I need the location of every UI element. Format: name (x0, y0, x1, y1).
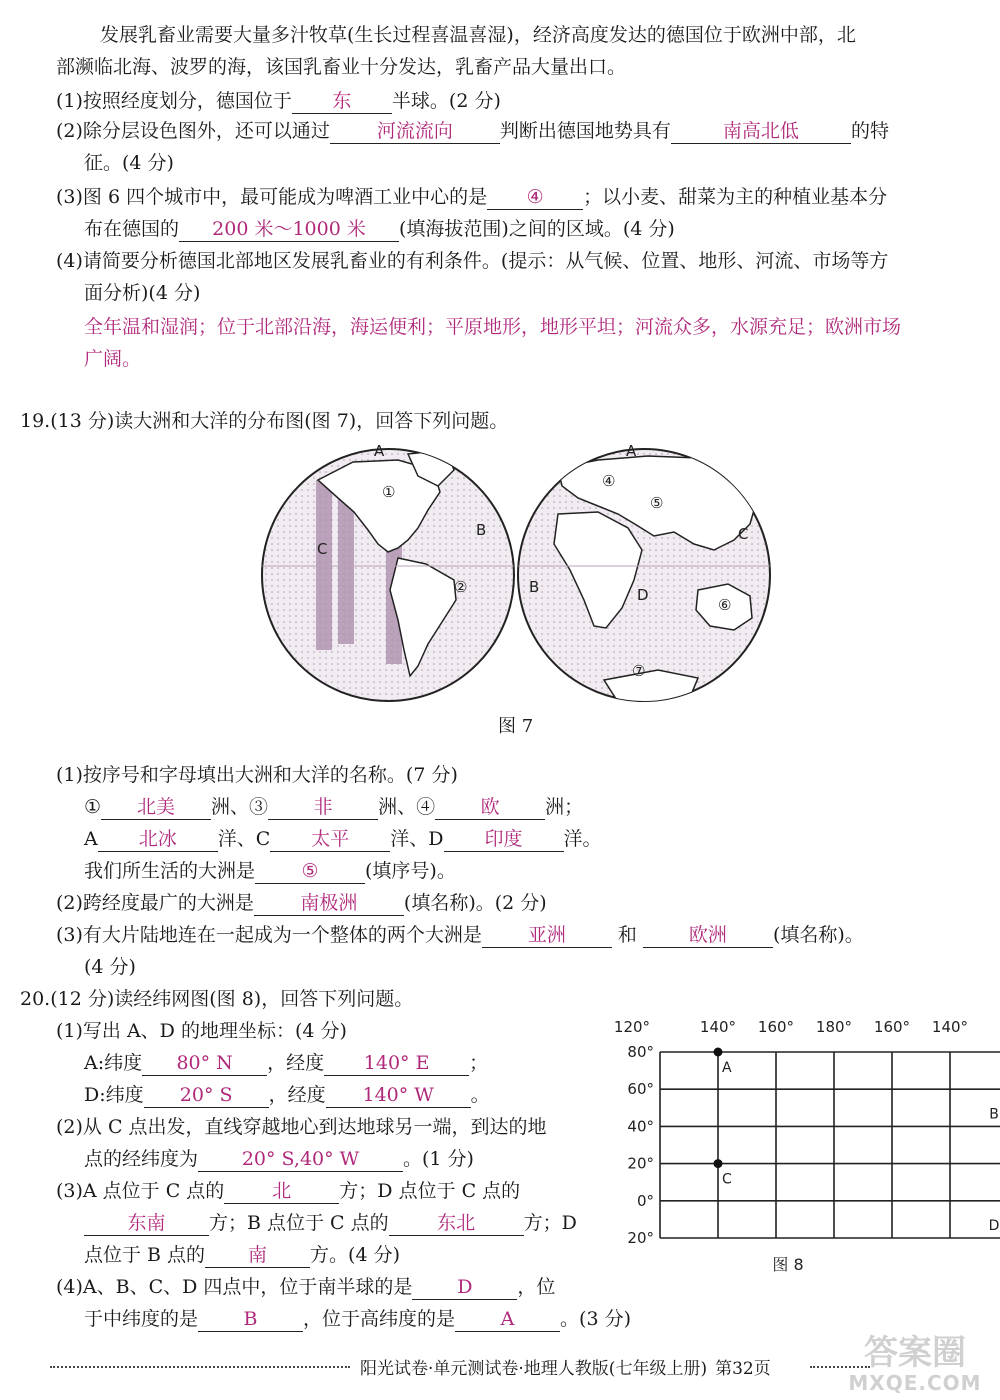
q20-part3-answer4: 南 (205, 1243, 310, 1268)
q19-part3-mid: 和 (617, 924, 637, 946)
q20-part3-mid2: 方；B 点位于 C 点的 (209, 1212, 389, 1234)
q20-part2-answer: 20° S,40° W (198, 1147, 403, 1172)
q20-part3-answer2: 东南 (84, 1211, 209, 1236)
latitude-label: 40° (627, 1117, 654, 1136)
q19-part3-tail: (填名称)。 (772, 924, 864, 946)
q18-part4-answer-line2: 广阔。 (84, 348, 142, 370)
footer-dotted-rule-left (50, 1366, 350, 1368)
q20-A-longitude: 140° E (324, 1051, 469, 1076)
ocean-label-C-east: C (738, 525, 749, 543)
q20-part4-answer2: B (198, 1307, 303, 1332)
q20-A-end: ； (469, 1052, 489, 1074)
q19-answer-home-continent: ⑤ (255, 859, 365, 884)
q20-part4-line2-text: 于中纬度的是 (84, 1308, 199, 1330)
q19-part1-row2 (84, 826, 602, 852)
longitude-label: 180° (815, 1018, 853, 1036)
q20-D-longitude: 140° W (326, 1083, 471, 1108)
q20-part4-tail1: ，位 (517, 1276, 556, 1298)
longitude-label: 140° (931, 1018, 969, 1036)
q20-D-end: 。 (470, 1084, 490, 1106)
q19-part1: (1)按序号和字母填出大洲和大洋的名称。(7 分) (56, 764, 458, 786)
eastern-hemisphere (518, 442, 770, 702)
q19-part2-tail: (填名称)。(2 分) (403, 892, 547, 914)
watermark-logo (840, 1333, 990, 1396)
latitude-label: 20° (627, 1229, 654, 1247)
q20-part2-tail: 。(1 分) (403, 1148, 474, 1170)
q18-part3-text: (3)图 6 四个城市中，最可能成为啤酒工业中心的是 (56, 186, 488, 208)
continent-label-7: ⑦ (632, 662, 646, 680)
grid-point-C (714, 1159, 723, 1168)
latitude-label: 20° (627, 1154, 654, 1173)
q19-part3-line2: (4 分) (84, 956, 136, 978)
q18-part2-tail: 的特 (850, 120, 889, 142)
q20-part4-tail2: 。(3 分) (560, 1308, 631, 1330)
longitude-label: 160° (873, 1018, 911, 1036)
q20-part2-text: 点的经纬度为 (84, 1148, 199, 1170)
q20-D-latitude: 20° S (144, 1083, 269, 1108)
q19-part2-text: (2)跨经度最广的大洲是 (56, 892, 254, 914)
q20-D-label: D:纬度 (84, 1084, 144, 1106)
q19-part2 (56, 890, 547, 916)
grid-point-label-D: D (988, 1218, 1000, 1234)
continent-label-6: ⑥ (718, 596, 732, 614)
q18-part1 (56, 88, 501, 114)
q19-row1-sep2: 洲、④ (378, 796, 436, 818)
continent-label-5: ⑤ (650, 494, 664, 512)
grid-point-label-B: B (989, 1106, 999, 1123)
q19-answer-continent-3: 非 (268, 795, 378, 820)
grid-point-label-C: C (722, 1171, 732, 1188)
q19-part3 (56, 922, 864, 948)
q18-part4-answer-line1: 全年温和湿润；位于北部沿海，海运便利；平原地形，地形平坦；河流众多，水源充足；欧洲市场 (84, 316, 902, 338)
q18-part3-line2-tail: (填海拔范围)之间的区域。(4 分) (399, 218, 675, 240)
q20-part3-text: (3)A 点位于 C 点的 (56, 1180, 225, 1202)
q19-row2-sep1: 洋、C (217, 828, 271, 850)
q20-part3-mid3: 方；D (523, 1212, 577, 1234)
latitude-label: 80° (627, 1043, 654, 1061)
q19-answer-ocean-C: 太平 (270, 827, 390, 852)
q18-intro-line1: 发展乳畜业需要大量多汁牧草(生长过程喜温喜湿)，经济高度发达的德国位于欧洲中部，北 (100, 24, 856, 46)
q19-row2-sep2: 洋、D (390, 828, 444, 850)
q18-part3-line2 (84, 216, 675, 242)
watermark-line1: 答案圈 (864, 1333, 966, 1373)
q19-answer-ocean-D: 印度 (444, 827, 564, 852)
q20-part3-answer3: 东北 (389, 1211, 524, 1236)
q19-part1-row3 (84, 858, 456, 884)
q19-row2-label: A (84, 828, 98, 850)
q20-part3-line3-text: 点位于 B 点的 (84, 1244, 206, 1266)
longitude-label: 140° (699, 1018, 737, 1036)
ocean-label-A-west: A (374, 442, 385, 460)
q20-A-mid: ，经度 (267, 1052, 325, 1074)
ocean-label-B-east: B (529, 578, 540, 596)
graticule-grid-figure (610, 1012, 1000, 1280)
ocean-label-B-west: B (476, 521, 487, 539)
q19-row2-end: 洋。 (563, 828, 602, 850)
q20-part3-line3 (84, 1242, 400, 1268)
western-hemisphere (262, 442, 514, 701)
ocean-label-A-east: A (626, 442, 637, 460)
q18-part1-answer: 东 (292, 89, 392, 114)
q20-point-D-coords (84, 1082, 490, 1108)
q20-part3-mid1: 方；D 点位于 C 点的 (339, 1180, 521, 1202)
footer-title (360, 1356, 771, 1382)
q20-part4-mid: ，位于高纬度的是 (303, 1308, 456, 1330)
q20-part1: (1)写出 A、D 的地理坐标：(4 分) (56, 1020, 347, 1042)
watermark-line2: MXQE.COM (848, 1371, 982, 1395)
q18-part2-answer2: 南高北低 (671, 119, 851, 144)
q20-part4-answer3: A (455, 1307, 560, 1332)
q18-intro-line2: 部濒临北海、波罗的海，该国乳畜业十分发达，乳畜产品大量出口。 (56, 56, 627, 78)
continent-label-2: ② (454, 578, 468, 596)
q18-part3 (56, 184, 887, 210)
q20-part3-line1 (56, 1178, 520, 1204)
q19-part1-row1 (84, 794, 583, 820)
figure7-caption: 图 7 (498, 716, 534, 737)
q19-answer-continent-1: 北美 (101, 795, 211, 820)
grid-point-A (714, 1048, 723, 1057)
q18-part2-text: (2)除分层设色图外，还可以通过 (56, 120, 330, 142)
footer-series-text: 阳光试卷·单元测试卷·地理人教版(七年级上册) (360, 1359, 708, 1379)
q18-part3-mid: ；以小麦、甜菜为主的种植业基本分 (583, 186, 888, 208)
q18-part2-mid: 判断出德国地势具有 (499, 120, 671, 142)
shaded-meridian-band-1 (316, 480, 332, 650)
q20-part4-line1 (56, 1274, 555, 1300)
q19-part3-answer1: 亚洲 (482, 923, 612, 948)
continent-label-4: ④ (602, 472, 616, 490)
q20-part3-line2 (84, 1210, 577, 1236)
q19-part3-text: (3)有大片陆地连在一起成为一个整体的两个大洲是 (56, 924, 482, 946)
continent-label-1: ① (382, 483, 396, 501)
q18-part4-line2: 面分析)(4 分) (84, 282, 201, 304)
figure8-caption: 图 8 (772, 1255, 804, 1274)
q19-part3-answer2: 欧洲 (643, 923, 773, 948)
q19-answer-ocean-A: 北冰 (98, 827, 218, 852)
q19-row1-label: ① (84, 796, 102, 818)
q18-part3-answer1: ④ (487, 185, 583, 210)
q18-part2-answer1: 河流流向 (330, 119, 500, 144)
footer-page-number: 第32页 (715, 1359, 771, 1379)
q18-part2 (56, 118, 889, 144)
q20-part2-line1: (2)从 C 点出发，直线穿越地心到达地球另一端，到达的地 (56, 1116, 547, 1138)
q18-part4-line1: (4)请简要分析德国北部地区发展乳畜业的有利条件。(提示：从气候、位置、地形、河流、市场等方 (56, 250, 889, 272)
q20-part4-answer1: D (412, 1275, 517, 1300)
latitude-label: 0° (636, 1191, 654, 1210)
q20-A-label: A:纬度 (84, 1052, 143, 1074)
q18-part2-line2: 征。(4 分) (84, 152, 174, 174)
q18-part3-line2-text: 布在德国的 (84, 218, 180, 240)
q19-answer-continent-4: 欧 (435, 795, 545, 820)
q20-part4-line2 (84, 1306, 631, 1332)
q19-part2-answer: 南极洲 (254, 891, 404, 916)
world-hemispheres-map (258, 440, 778, 710)
q18-part1-tail: 半球。(2 分) (391, 90, 501, 112)
q19-title: 19.(13 分)读大洲和大洋的分布图(图 7)，回答下列问题。 (20, 410, 509, 432)
q20-D-mid: ，经度 (268, 1084, 326, 1106)
q20-title: 20.(12 分)读经纬网图(图 8)，回答下列问题。 (20, 988, 414, 1010)
q20-part3-answer1: 北 (224, 1179, 339, 1204)
q20-part2-line2 (84, 1146, 474, 1172)
q19-row1-sep1: 洲、③ (211, 796, 269, 818)
q20-point-A-coords (84, 1050, 488, 1076)
q20-part3-line3-tail: 方。(4 分) (310, 1244, 401, 1266)
q18-part1-text: (1)按照经度划分，德国位于 (56, 90, 292, 112)
grid-point-label-A: A (722, 1060, 732, 1076)
q20-part4-text: (4)A、B、C、D 四点中，位于南半球的是 (56, 1276, 413, 1298)
q19-row1-end: 洲； (545, 796, 584, 818)
q20-A-latitude: 80° N (142, 1051, 267, 1076)
longitude-label: 120° (613, 1018, 651, 1036)
q19-row3-tail: (填序号)。 (365, 860, 456, 882)
latitude-label: 60° (627, 1080, 654, 1099)
q19-row3-text: 我们所生活的大洲是 (84, 860, 256, 882)
q18-part3-answer2: 200 米～1000 米 (179, 217, 399, 242)
ocean-label-D: D (637, 586, 649, 604)
longitude-label: 160° (757, 1018, 795, 1036)
ocean-label-C-west: C (317, 540, 328, 558)
